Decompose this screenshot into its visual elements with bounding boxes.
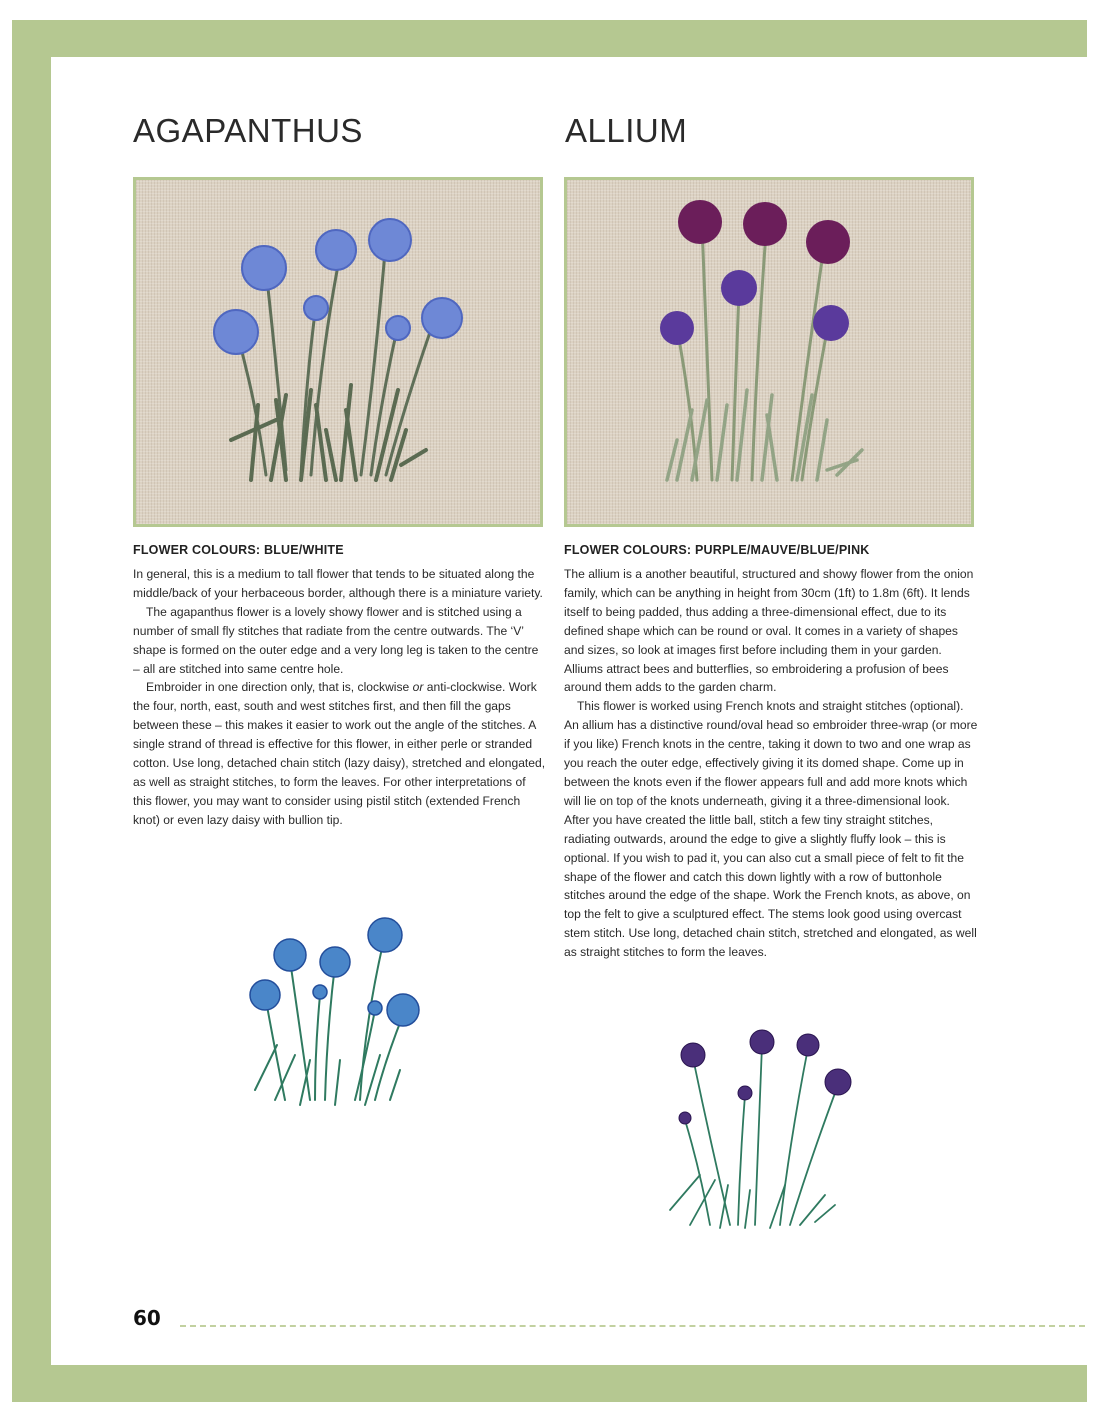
agapanthus-paragraph-emphasis: or — [412, 680, 424, 695]
allium-body-text — [564, 565, 978, 962]
agapanthus-sketch-image — [215, 880, 470, 1140]
allium-paragraph: The allium is a another beautiful, structured and showy flower from the onion family, which can be anything in height from 30cm (1ft) to 1.8m (6ft). It lends itself to being padded, thus adding a three-dimensional effect, due to its defined shape which can be round or oval. It comes in a variety of shapes and sizes, so look at images first before including them in your garden. Alliums attract bees and butterflies, so embroidering a profusion of bees around them adds to the garden charm. — [564, 567, 974, 695]
agapanthus-sketch — [215, 880, 470, 1140]
agapanthus-paragraph-text: Embroider in one direction only, that is, clockwise — [146, 680, 413, 695]
allium-embroidery-image — [567, 180, 971, 524]
agapanthus-body-text — [133, 565, 547, 830]
agapanthus-paragraph: In general, this is a medium to tall flower that tends to be situated along the middle/back of your herbaceous border, although there is a miniature variety. — [133, 567, 543, 600]
agapanthus-colours-label: FLOWER COLOURS: BLUE/WHITE — [133, 543, 344, 557]
agapanthus-paragraph: The agapanthus flower is a lovely showy flower and is stitched using a number of small fly stitches that radiate from the centre outwards. The ‘V’ shape is formed on the outer edge and a very long leg is taken to the centre – all are stitched into same centre hole. — [133, 604, 539, 676]
page-number: 60 — [133, 1306, 161, 1330]
agapanthus-title: AGAPANTHUS — [133, 112, 363, 149]
allium-colours-label: FLOWER COLOURS: PURPLE/MAUVE/BLUE/PINK — [564, 543, 870, 557]
page-frame-top — [12, 20, 1087, 57]
allium-title: ALLIUM — [565, 112, 688, 149]
page-frame-bottom — [12, 1365, 1087, 1402]
agapanthus-embroidery-photo — [133, 177, 543, 527]
agapanthus-paragraph — [133, 678, 547, 829]
allium-sketch-image — [640, 1000, 870, 1240]
allium-paragraph: This flower is worked using French knots and straight stitches (optional). An allium has a distinctive round/oval head so embroider three-wrap (or more if you like) French knots in the centre, taking it down to two and one wrap as you reach the outer edge, effectively giving it its domed shape. Come up in between the knots even if the flower appears full and add more knots which will lie on top of the knots underneath, giving it a three-dimensional look. After you have created the little ball, stitch a few tiny straight stitches, radiating outwards, around the edge to give a slightly fluffy look – this is optional. If you wish to pad it, you can also cut a small piece of felt to fit the shape of the flower and catch this down lightly with a row of buttonhole stitches around the edge of the shape. Work the French knots, as above, on top the felt to give a sculptured effect. The stems look good using overcast stem stitch. Use long, detached chain stitch, stretched and elongated, as well as straight stitches to form the leaves. — [564, 699, 978, 960]
allium-embroidery-photo — [564, 177, 974, 527]
agapanthus-embroidery-image — [136, 180, 540, 524]
footer-dashed-rule — [180, 1325, 1085, 1327]
agapanthus-paragraph-text: anti-clockwise. Work the four, north, east, south and west stitches first, and then fill the gaps between these – this makes it easier to work out the angle of the stitches. A single strand of thread is effective for this flower, in either perle or stranded cotton. Use long, detached chain stitch (lazy daisy), stretched and elongated, as well as straight stitches, to form the leaves. For other interpretations of this flower, you may want to consider using pistil stitch (extended French knot) or even lazy daisy with bullion tip. — [133, 680, 546, 827]
page-frame-left — [12, 20, 51, 1402]
allium-sketch — [640, 1000, 870, 1240]
